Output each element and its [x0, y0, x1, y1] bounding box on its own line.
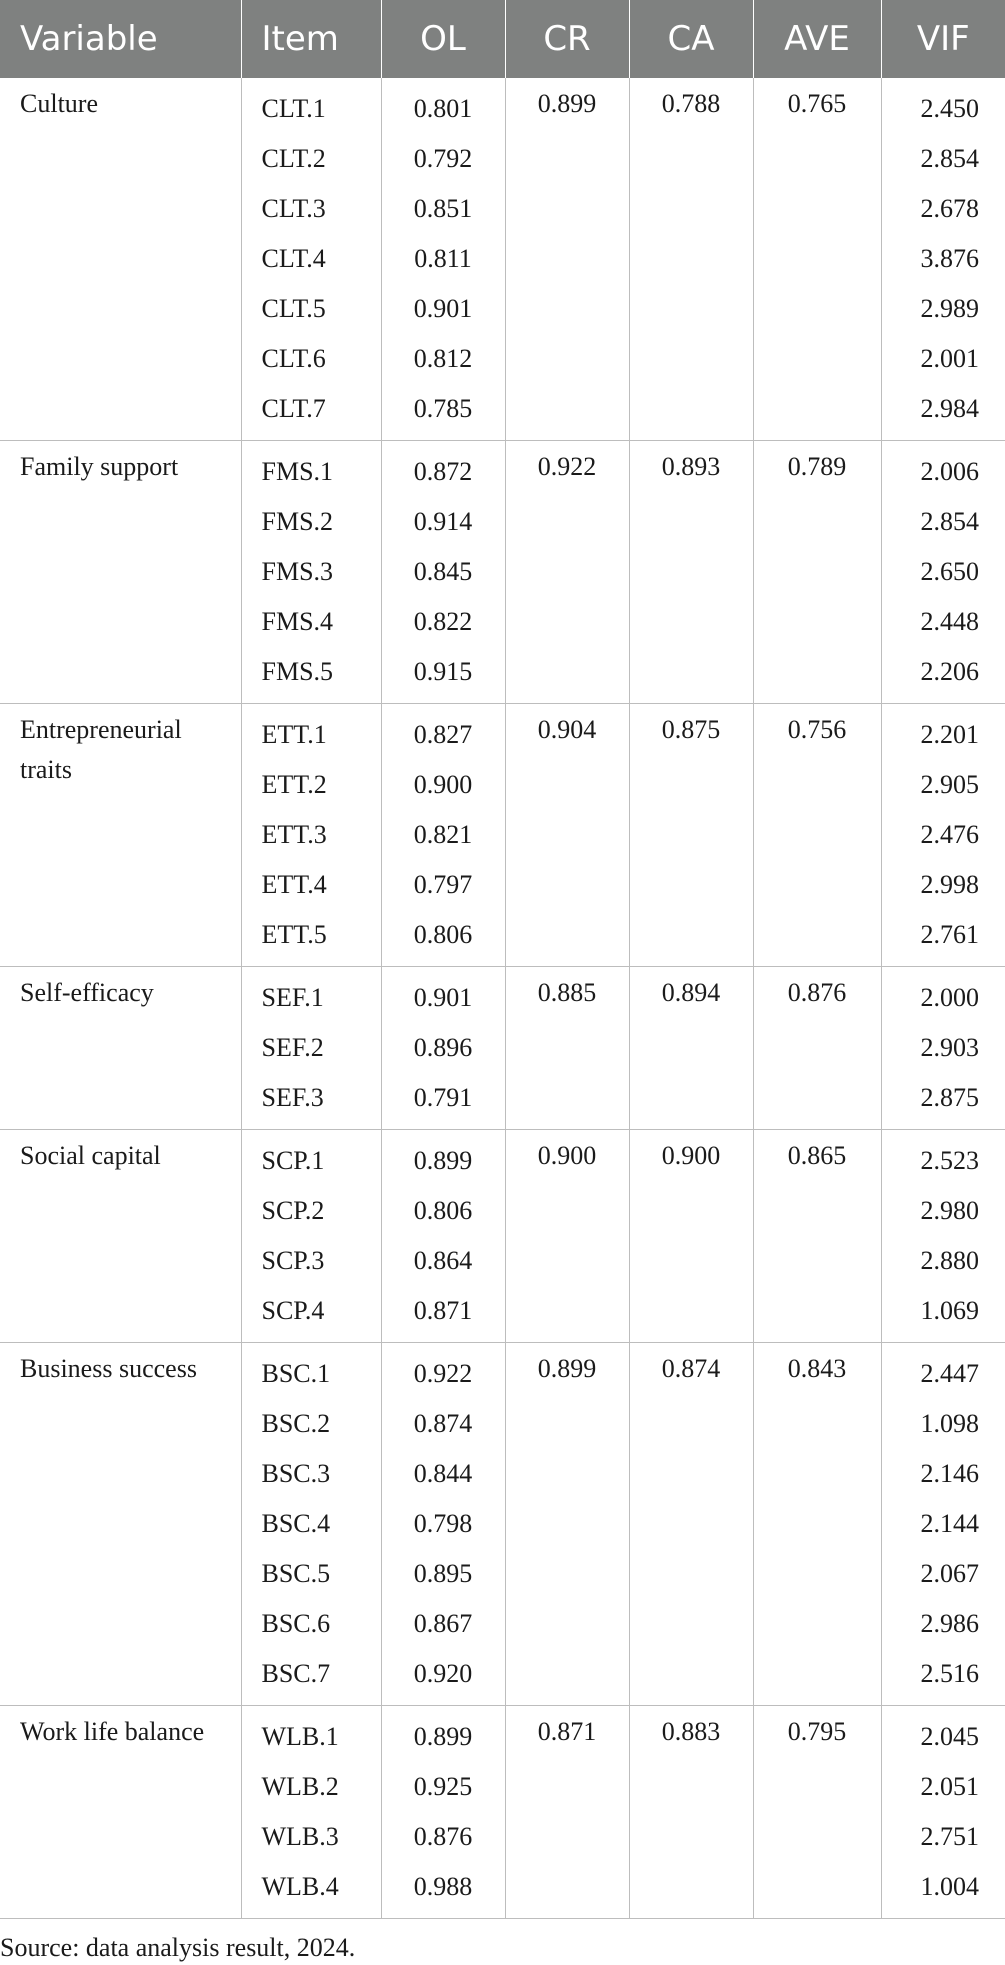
- item-cell: BSC.7: [241, 1649, 381, 1706]
- item-cell: SCP.1: [241, 1130, 381, 1187]
- ol-cell: 0.806: [381, 910, 505, 967]
- vif-cell: 2.761: [881, 910, 1005, 967]
- cr-cell: 0.904: [505, 704, 629, 967]
- table-row: [0, 441, 1005, 498]
- ca-cell: 0.893: [629, 441, 753, 704]
- ol-cell: 0.812: [381, 334, 505, 384]
- item-cell: SEF.3: [241, 1073, 381, 1130]
- vif-cell: 2.476: [920, 820, 979, 849]
- item-cell: BSC.5: [241, 1549, 381, 1599]
- vif-cell: 2.905: [920, 770, 979, 799]
- vif-cell: 2.000: [920, 983, 979, 1012]
- vif-cell: 2.201: [920, 720, 979, 749]
- vif-cell: 2.051: [920, 1772, 979, 1801]
- vif-cell: 2.854: [920, 507, 979, 536]
- vif-cell: 2.144: [920, 1509, 979, 1538]
- ave-cell: 0.795: [753, 1706, 881, 1919]
- ca-cell: 0.875: [629, 704, 753, 967]
- ol-cell: 0.811: [381, 234, 505, 284]
- vif-cell: 2.006: [920, 457, 979, 486]
- item-cell: WLB.1: [241, 1706, 381, 1763]
- cr-cell: 0.899: [505, 78, 629, 441]
- item-cell: ETT.4: [241, 860, 381, 910]
- header-row: [0, 0, 1005, 78]
- table-row: [0, 78, 1005, 134]
- ol-cell: 0.895: [381, 1549, 505, 1599]
- variable-cell: Business success: [0, 1343, 241, 1706]
- vif-cell: 2.450: [920, 94, 979, 123]
- header-variable: Variable: [0, 0, 241, 78]
- ave-cell: 0.765: [753, 78, 881, 441]
- item-cell: FMS.5: [241, 647, 381, 704]
- header-ol: OL: [381, 0, 505, 78]
- vif-cell: 2.001: [920, 344, 979, 373]
- ol-cell: 0.821: [381, 810, 505, 860]
- header-ca: CA: [629, 0, 753, 78]
- header-vif: VIF: [881, 0, 1005, 78]
- header-item: Item: [241, 0, 381, 78]
- variable-cell: Family support: [0, 441, 241, 704]
- ave-cell: 0.843: [753, 1343, 881, 1706]
- variable-cell: Work life balance: [0, 1706, 241, 1919]
- ol-cell: 0.851: [381, 184, 505, 234]
- ol-cell: 0.806: [381, 1186, 505, 1236]
- table-header: [0, 0, 1005, 78]
- source-note: Source: data analysis result, 2024.: [0, 1933, 356, 1962]
- item-cell: CLT.1: [241, 78, 381, 134]
- vif-cell: 2.447: [920, 1359, 979, 1388]
- vif-cell: 2.984: [881, 384, 1005, 441]
- ol-cell: 0.798: [381, 1499, 505, 1549]
- table-row: [0, 704, 1005, 761]
- item-cell: CLT.4: [241, 234, 381, 284]
- variable-cell: Self-efficacy: [0, 967, 241, 1130]
- ol-cell: 0.901: [381, 967, 505, 1024]
- vif-cell: 2.880: [920, 1246, 979, 1275]
- ol-cell: 0.920: [381, 1649, 505, 1706]
- item-cell: SEF.2: [241, 1023, 381, 1073]
- ol-cell: 0.864: [381, 1236, 505, 1286]
- item-cell: ETT.3: [241, 810, 381, 860]
- item-cell: CLT.6: [241, 334, 381, 384]
- table-body: [0, 78, 1005, 1919]
- cr-cell: 0.922: [505, 441, 629, 704]
- item-cell: FMS.3: [241, 547, 381, 597]
- ol-cell: 0.896: [381, 1023, 505, 1073]
- item-cell: ETT.2: [241, 760, 381, 810]
- ca-cell: 0.874: [629, 1343, 753, 1706]
- item-cell: WLB.3: [241, 1812, 381, 1862]
- item-cell: ETT.1: [241, 704, 381, 761]
- ol-cell: 0.871: [381, 1286, 505, 1343]
- vif-cell: 2.980: [920, 1196, 979, 1225]
- ol-cell: 0.845: [381, 547, 505, 597]
- vif-cell: 2.989: [920, 294, 979, 323]
- ol-cell: 0.827: [381, 704, 505, 761]
- vif-cell: 2.448: [920, 607, 979, 636]
- item-cell: BSC.3: [241, 1449, 381, 1499]
- ol-cell: 0.874: [381, 1399, 505, 1449]
- ave-cell: 0.865: [753, 1130, 881, 1343]
- table-row: [0, 1343, 1005, 1400]
- ol-cell: 0.915: [381, 647, 505, 704]
- ol-cell: 0.844: [381, 1449, 505, 1499]
- variable-cell: Culture: [0, 78, 241, 441]
- vif-cell: 2.875: [881, 1073, 1005, 1130]
- cr-cell: 0.871: [505, 1706, 629, 1919]
- header-cr: CR: [505, 0, 629, 78]
- ol-cell: 0.988: [381, 1862, 505, 1919]
- item-cell: FMS.4: [241, 597, 381, 647]
- vif-cell: 2.986: [920, 1609, 979, 1638]
- item-cell: WLB.4: [241, 1862, 381, 1919]
- item-cell: CLT.7: [241, 384, 381, 441]
- ca-cell: 0.883: [629, 1706, 753, 1919]
- ol-cell: 0.792: [381, 134, 505, 184]
- variable-cell: Entrepreneurial traits: [0, 704, 241, 967]
- vif-cell: 2.206: [881, 647, 1005, 704]
- ol-cell: 0.867: [381, 1599, 505, 1649]
- item-cell: BSC.6: [241, 1599, 381, 1649]
- vif-cell: 1.069: [881, 1286, 1005, 1343]
- item-cell: WLB.2: [241, 1762, 381, 1812]
- table-row: [0, 1130, 1005, 1187]
- ol-cell: 0.925: [381, 1762, 505, 1812]
- ol-cell: 0.900: [381, 760, 505, 810]
- item-cell: SEF.1: [241, 967, 381, 1024]
- ca-cell: 0.900: [629, 1130, 753, 1343]
- variable-cell: Social capital: [0, 1130, 241, 1343]
- item-cell: FMS.1: [241, 441, 381, 498]
- item-cell: FMS.2: [241, 497, 381, 547]
- item-cell: SCP.3: [241, 1236, 381, 1286]
- item-cell: BSC.1: [241, 1343, 381, 1400]
- vif-cell: 2.523: [920, 1146, 979, 1175]
- vif-cell: 2.854: [920, 144, 979, 173]
- vif-cell: 2.998: [920, 870, 979, 899]
- item-cell: ETT.5: [241, 910, 381, 967]
- ca-cell: 0.788: [629, 78, 753, 441]
- cr-cell: 0.885: [505, 967, 629, 1130]
- ol-cell: 0.901: [381, 284, 505, 334]
- ol-cell: 0.899: [381, 1706, 505, 1763]
- item-cell: SCP.2: [241, 1186, 381, 1236]
- header-ave: AVE: [753, 0, 881, 78]
- item-cell: CLT.2: [241, 134, 381, 184]
- item-cell: CLT.3: [241, 184, 381, 234]
- ol-cell: 0.914: [381, 497, 505, 547]
- ol-cell: 0.801: [381, 78, 505, 134]
- ol-cell: 0.791: [381, 1073, 505, 1130]
- ol-cell: 0.785: [381, 384, 505, 441]
- item-cell: BSC.4: [241, 1499, 381, 1549]
- vif-cell: 2.678: [920, 194, 979, 223]
- vif-cell: 2.903: [920, 1033, 979, 1062]
- vif-cell: 1.004: [881, 1862, 1005, 1919]
- cr-cell: 0.899: [505, 1343, 629, 1706]
- ave-cell: 0.876: [753, 967, 881, 1130]
- ol-cell: 0.797: [381, 860, 505, 910]
- ol-cell: 0.899: [381, 1130, 505, 1187]
- item-cell: CLT.5: [241, 284, 381, 334]
- table-row: [0, 967, 1005, 1024]
- vif-cell: 2.067: [920, 1559, 979, 1588]
- vif-cell: 3.876: [920, 244, 979, 273]
- vif-cell: 1.098: [920, 1409, 979, 1438]
- ol-cell: 0.822: [381, 597, 505, 647]
- ave-cell: 0.789: [753, 441, 881, 704]
- ol-cell: 0.872: [381, 441, 505, 498]
- vif-cell: 2.146: [920, 1459, 979, 1488]
- ol-cell: 0.922: [381, 1343, 505, 1400]
- item-cell: SCP.4: [241, 1286, 381, 1343]
- ave-cell: 0.756: [753, 704, 881, 967]
- vif-cell: 2.751: [920, 1822, 979, 1851]
- table-row: [0, 1706, 1005, 1763]
- item-cell: BSC.2: [241, 1399, 381, 1449]
- cr-cell: 0.900: [505, 1130, 629, 1343]
- ca-cell: 0.894: [629, 967, 753, 1130]
- vif-cell: 2.650: [920, 557, 979, 586]
- ol-cell: 0.876: [381, 1812, 505, 1862]
- vif-cell: 2.045: [920, 1722, 979, 1751]
- vif-cell: 2.516: [881, 1649, 1005, 1706]
